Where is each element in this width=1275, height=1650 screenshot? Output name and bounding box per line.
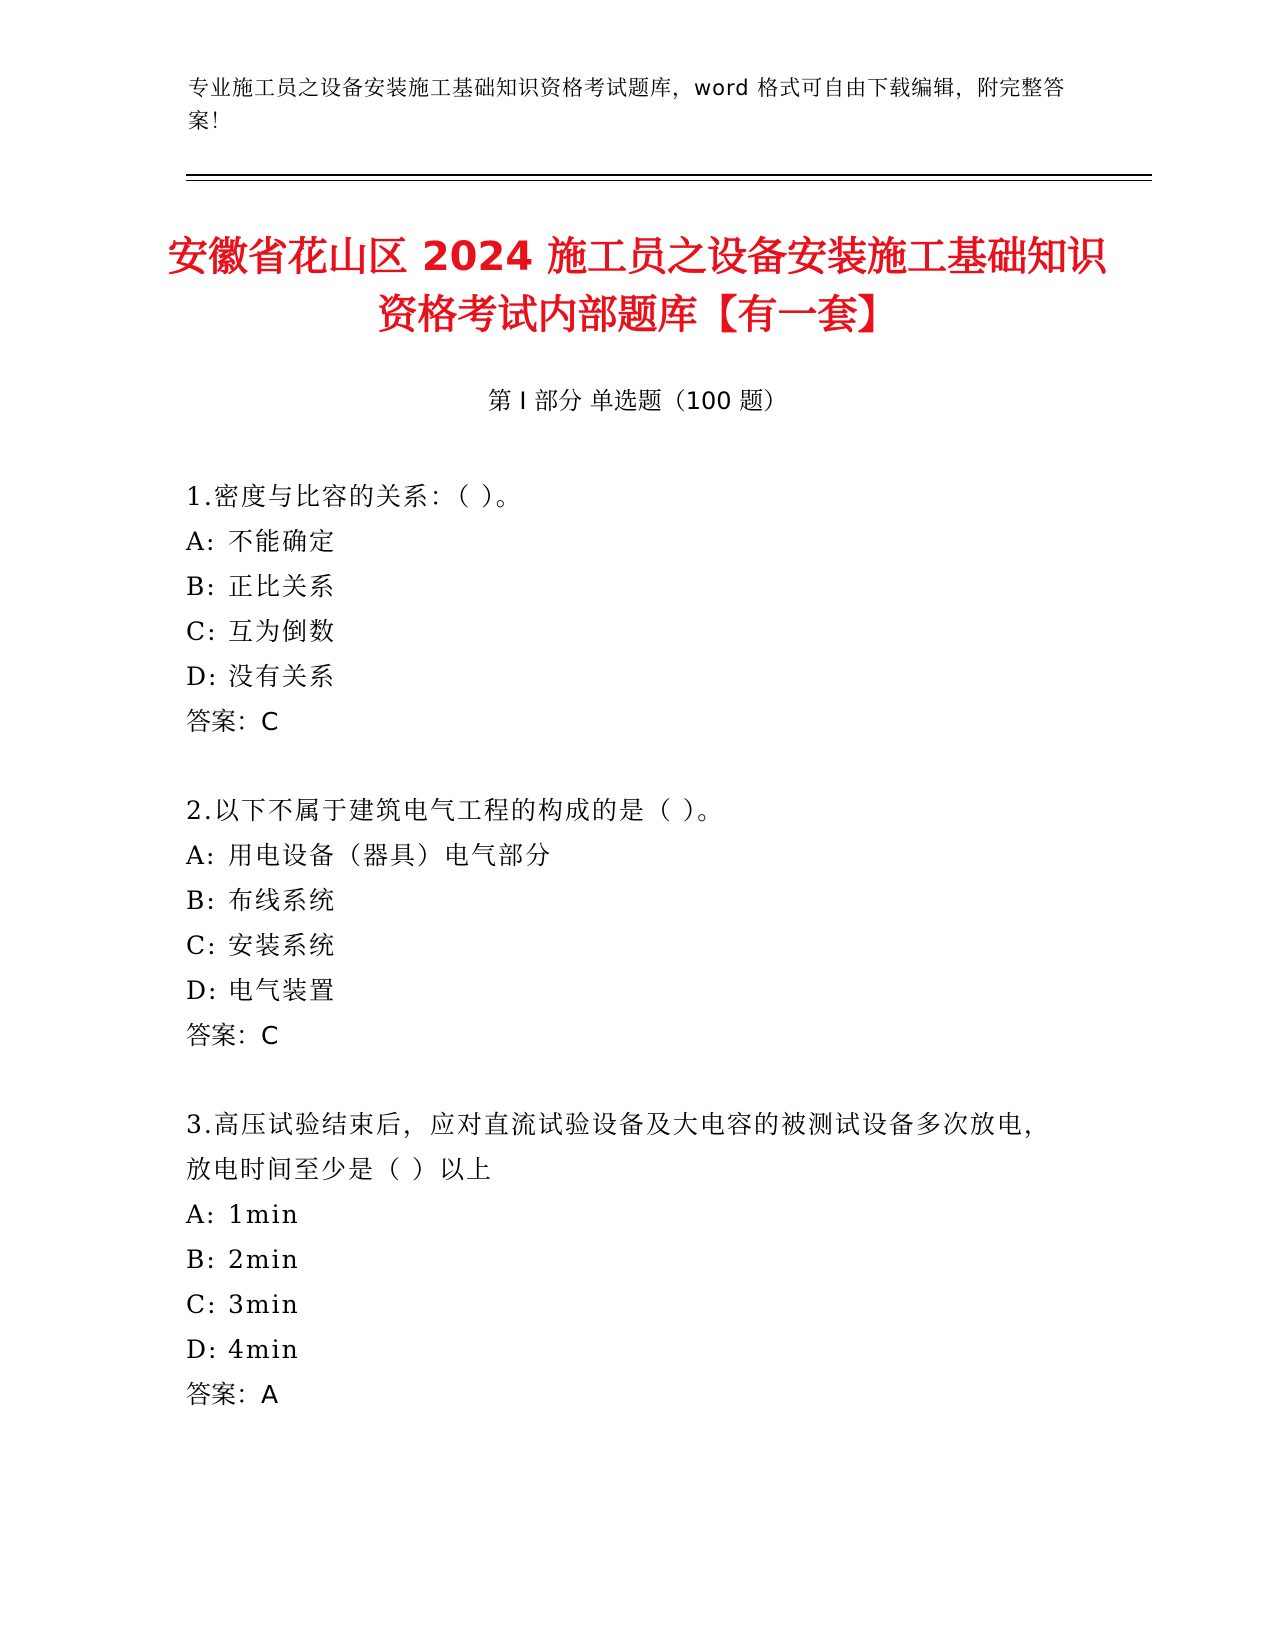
option-text: 2min xyxy=(228,1245,300,1274)
option-letter: D: xyxy=(186,976,219,1005)
option-text: 没有关系 xyxy=(228,662,337,691)
answer-line: 答案：C xyxy=(186,707,279,736)
option-b xyxy=(186,564,1066,609)
answer-line: 答案：A xyxy=(186,1380,279,1409)
option-text: 用电设备（器具）电气部分 xyxy=(228,841,553,870)
option-a xyxy=(186,833,1066,878)
option-letter: D: xyxy=(186,662,219,691)
option-letter: B: xyxy=(186,886,217,915)
option-text: 正比关系 xyxy=(228,572,337,601)
option-a xyxy=(186,519,1066,564)
option-text: 安装系统 xyxy=(228,931,337,960)
header-rule-thick xyxy=(186,174,1152,176)
option-text: 布线系统 xyxy=(228,886,337,915)
question-1 xyxy=(186,474,1066,744)
option-b xyxy=(186,1237,1066,1282)
option-b xyxy=(186,878,1066,923)
question-stem: 3.高压试验结束后，应对直流试验设备及大电容的被测试设备多次放电，放电时间至少是（ ）以上 xyxy=(186,1110,1051,1184)
option-text: 不能确定 xyxy=(228,527,337,556)
option-text: 4min xyxy=(228,1335,300,1364)
question-list xyxy=(186,474,1066,1461)
option-letter: B: xyxy=(186,1245,217,1274)
header-note: 专业施工员之设备安装施工基础知识资格考试题库，word 格式可自由下载编辑，附完整答案！ xyxy=(188,76,1066,133)
option-letter: A: xyxy=(186,841,217,870)
option-c xyxy=(186,1282,1066,1327)
option-letter: D: xyxy=(186,1335,219,1364)
option-letter: A: xyxy=(186,527,217,556)
option-d xyxy=(186,968,1066,1013)
option-text: 电气装置 xyxy=(228,976,337,1005)
question-stem: 1.密度与比容的关系：（ ）。 xyxy=(186,482,523,511)
answer-line: 答案：C xyxy=(186,1021,279,1050)
document-title: 安徽省花山区 2024 施工员之设备安装施工基础知识资格考试内部题库【有一套】 xyxy=(167,234,1108,338)
option-c xyxy=(186,609,1066,654)
question-2 xyxy=(186,788,1066,1058)
option-d xyxy=(186,1327,1066,1372)
option-d xyxy=(186,654,1066,699)
question-stem: 2.以下不属于建筑电气工程的构成的是（ ）。 xyxy=(186,796,725,825)
option-letter: C: xyxy=(186,931,218,960)
option-text: 3min xyxy=(228,1290,300,1319)
header-rule-thin xyxy=(186,180,1152,181)
option-a xyxy=(186,1192,1066,1237)
option-letter: B: xyxy=(186,572,217,601)
question-3 xyxy=(186,1102,1066,1417)
option-letter: A: xyxy=(186,1200,217,1229)
option-letter: C: xyxy=(186,1290,218,1319)
option-letter: C: xyxy=(186,617,218,646)
option-c xyxy=(186,923,1066,968)
option-text: 1min xyxy=(228,1200,300,1229)
section-title: 第 I 部分 单选题（100 题） xyxy=(487,387,788,415)
option-text: 互为倒数 xyxy=(228,617,337,646)
